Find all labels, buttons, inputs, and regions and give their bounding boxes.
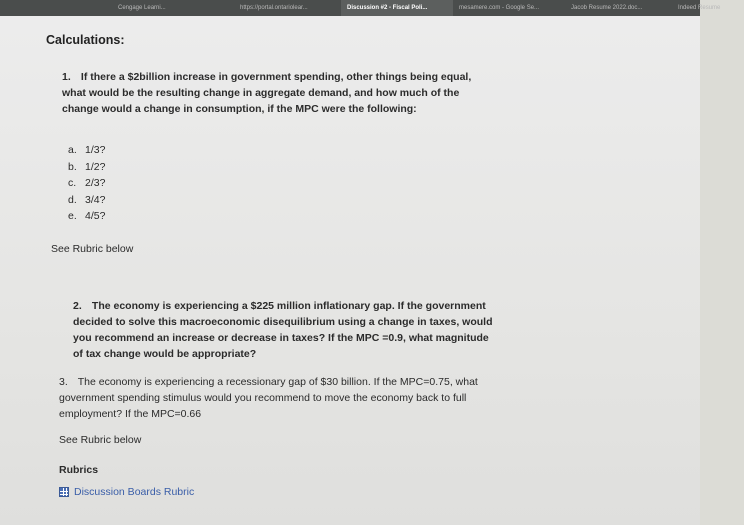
choice-d	[68, 192, 105, 209]
question-3-number: 3.	[59, 376, 68, 388]
choice-letter: b.	[68, 160, 77, 173]
browser-tab-portal[interactable]: https://portal.ontariolear...	[240, 5, 308, 11]
browser-tab-google[interactable]: mesamere.com - Google Se...	[459, 5, 540, 11]
question-1-choices	[68, 142, 105, 225]
rubric-grid-icon	[59, 487, 69, 497]
choice-value: 2/3?	[85, 177, 106, 189]
browser-tab-resume-doc[interactable]: Jacob Resume 2022.doc...	[571, 5, 643, 11]
question-3	[59, 374, 479, 422]
choice-value: 1/2?	[85, 160, 106, 173]
choice-value: 4/5?	[85, 210, 106, 222]
browser-tab-discussion[interactable]: Discussion #2 - Fiscal Poli...	[341, 0, 453, 16]
choice-c	[68, 175, 105, 192]
choice-b	[68, 159, 105, 176]
choice-e	[68, 208, 105, 225]
browser-tab-indeed[interactable]: Indeed Resume	[678, 5, 721, 11]
choice-letter: e.	[68, 210, 77, 222]
rubrics-heading: Rubrics	[59, 464, 99, 476]
see-rubric-note-1: See Rubric below	[51, 243, 134, 255]
choice-letter: a.	[68, 144, 77, 156]
question-1	[62, 69, 482, 117]
choice-value: 1/3?	[85, 144, 106, 156]
question-2-text: The economy is experiencing a $225 million inflationary gap. If the government decided to solve this macroeconomic disequilibrium using a change in taxes, would you recommend an increase or decrease in taxes? If the MPC =0.9, what magnitude of tax change would be appropriate?	[73, 300, 493, 360]
question-3-text: The economy is experiencing a recessionary gap of $30 billion. If the MPC=0.75, what government spending stimulus would you recommend to move the economy back to full employment? If the MPC=0.66	[59, 376, 478, 420]
browser-tab-bar	[0, 0, 721, 16]
choice-letter: c.	[68, 177, 77, 189]
question-1-text: If there a $2billion increase in government spending, other things being equal, what would be the resulting change in aggregate demand, and how much of the change would a change in consumption, if the MPC were the following:	[62, 71, 472, 115]
browser-tab-cengage[interactable]: Cengage Learni...	[118, 5, 166, 11]
page-heading: Calculations:	[46, 33, 125, 47]
choice-value: 3/4?	[85, 193, 106, 206]
see-rubric-note-2: See Rubric below	[59, 434, 142, 446]
question-2	[73, 298, 493, 362]
choice-a	[68, 142, 105, 159]
question-2-number: 2.	[73, 300, 82, 312]
discussion-boards-rubric-link[interactable]	[59, 486, 194, 498]
rubric-link-label[interactable]: Discussion Boards Rubric	[74, 486, 195, 498]
discussion-content	[0, 16, 700, 525]
question-1-number: 1.	[62, 71, 71, 83]
choice-letter: d.	[68, 193, 77, 206]
